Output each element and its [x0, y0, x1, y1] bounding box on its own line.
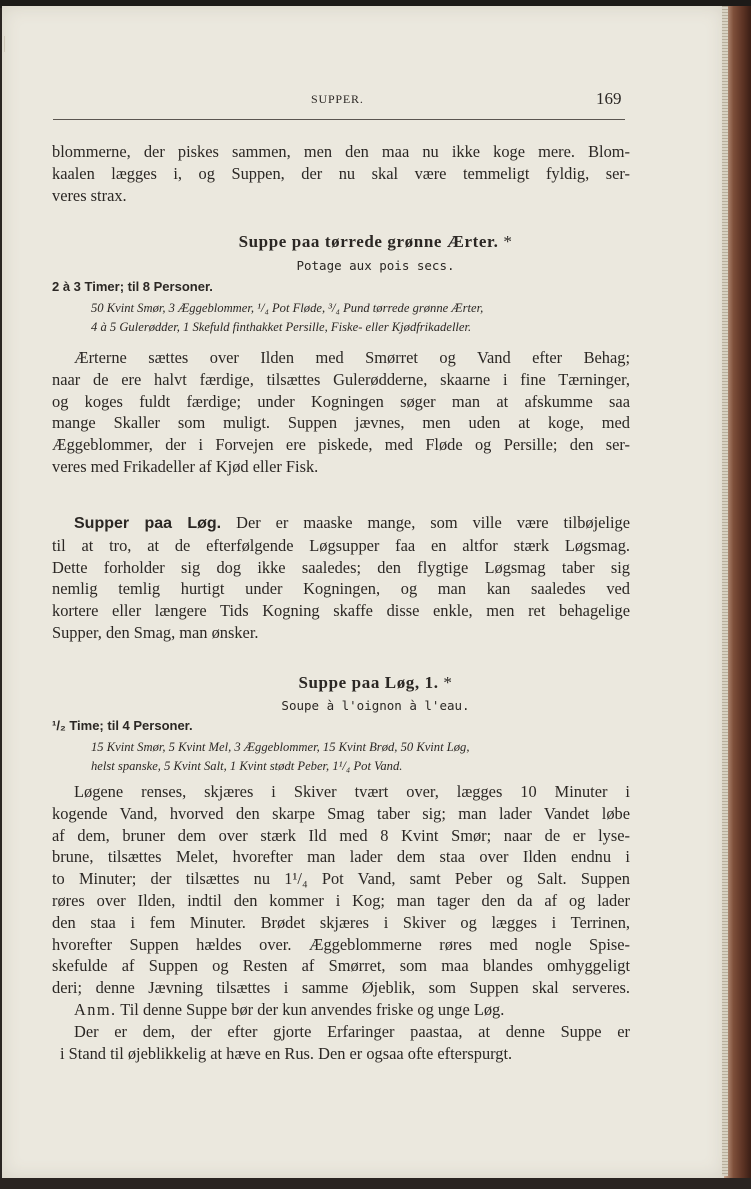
ingredient-line: 4 à 5 Gulerødder, 1 Skefuld finthakket Persille, Fiske- eller Kjødfrikadeller.	[91, 320, 472, 334]
body-line: Løgene renses, skjæres i Skiver tvært over, lægges 10 Minuter i	[74, 782, 630, 801]
body-line: røres over Ilden, indtil den kommer i Kog; man tager den da af og lader	[52, 890, 630, 910]
body-line: Ærterne sættes over Ilden med Smørret og Vand efter Behag;	[74, 348, 630, 367]
body-line: mange Skaller som muligt. Suppen jævnes, men uden at koge, med	[52, 413, 630, 433]
recipe-title-text: Suppe paa tørrede grønne Ærter.	[238, 232, 499, 251]
intro-paragraph	[52, 141, 630, 206]
body-line: naar de ere halvt færdige, tilsættes Gulerødderne, skaarne i fine Tærninger,	[52, 369, 630, 389]
body-line: den staa i fem Minuter. Brødet skjæres i Skiver og lægges i Terrinen,	[52, 912, 630, 932]
body-line: brune, tilsættes Melet, hvorefter man lader dem staa over Ilden endnu i	[52, 847, 630, 867]
page-edges	[722, 6, 728, 1176]
ingredient-list	[91, 299, 629, 337]
body-line: veres med Frikadeller af Kjød eller Fisk.	[52, 456, 319, 476]
note-line	[52, 999, 630, 1021]
section-line: kortere eller længere Tids Kogning skaffe disse enkle, men ret behagelige	[52, 601, 630, 621]
body-line: deri; denne Jævning tilsættes i samme Øjeblik, som Suppen skal serveres.	[52, 978, 630, 998]
body-line: Æggeblommer, der i Forvejen ere piskede, med Fløde og Persille; den ser-	[52, 435, 630, 455]
section-line-text: Der er maaske mange, som ville være tilbøjelige	[236, 513, 630, 532]
recipe-mark: *	[443, 673, 453, 692]
recipe-mark: *	[503, 232, 513, 251]
section-line	[52, 512, 630, 535]
body-line: af dem, bruner dem over stærk Ild med 8 Kvint Smør; naar de er lyse-	[52, 825, 630, 845]
recipe-title	[0, 232, 751, 252]
recipe-body	[52, 347, 630, 478]
book-spine	[724, 6, 751, 1189]
section-line: nemlig temlig hurtigt under Kogningen, og man kan saaledes ved	[52, 579, 630, 599]
ingredient-line: 15 Kvint Smør, 5 Kvint Mel, 3 Æggeblommer, 15 Kvint Brød, 50 Kvint Løg,	[91, 740, 470, 754]
recipe-subtitle: Soupe à l'oignon à l'eau.	[281, 698, 470, 713]
section-paragraph	[52, 512, 630, 644]
note-line: i Stand til øjeblikkelig at hæve en Rus. Den er ogsaa ofte efterspurgt.	[60, 1043, 513, 1063]
page-corner-fold	[4, 36, 17, 52]
intro-line: blommerne, der piskes sammen, men den maa nu ikke koge mere. Blom-	[52, 142, 630, 161]
section-line: Dette forholder sig dog ikke saaledes; den flygtige Løgsmag taber sig	[52, 557, 630, 577]
section-line: Supper, den Smag, man ønsker.	[52, 622, 259, 642]
ingredient-line: 50 Kvint Smør, 3 Æggeblommer, ¹/₄ Pot Fløde, ³/₄ Pund tørrede grønne Ærter,	[91, 301, 484, 315]
section-lead: Supper paa Løg.	[74, 515, 222, 532]
recipe-title	[0, 673, 751, 693]
ingredient-line: helst spanske, 5 Kvint Salt, 1 Kvint stødt Peber, 1¹/₄ Pot Vand.	[91, 759, 403, 773]
section-line: til at tro, at de efterfølgende Løgsupper faa en altfor stærk Løgsmag.	[52, 535, 630, 555]
body-line: hvorefter Suppen hældes over. Æggeblommerne røres med nogle Spise-	[52, 934, 630, 954]
recipe-subtitle: Potage aux pois secs.	[296, 258, 455, 273]
recipe-body	[52, 781, 630, 1064]
header-rule	[53, 119, 625, 120]
ingredient-list	[91, 738, 629, 776]
page-number: 169	[596, 89, 622, 108]
intro-line: kaalen lægges i, og Suppen, der nu skal være temmeligt fyldig, ser-	[52, 163, 630, 183]
intro-line: veres strax.	[52, 185, 127, 205]
note-label: Anm.	[74, 999, 117, 1019]
recipe-title-text: Suppe paa Løg, 1.	[298, 673, 439, 692]
note-line: Der er dem, der efter gjorte Erfaringer paastaa, at denne Suppe er	[74, 1021, 630, 1041]
scan-bottom-edge	[0, 1178, 751, 1189]
body-line: og koges fuldt færdige; under Kogningen søger man at afskumme saa	[52, 391, 630, 411]
recipe-timing: 2 à 3 Timer; til 8 Personer.	[52, 279, 213, 294]
body-line: to Minuter; der tilsættes nu 1¹/₄ Pot Vand, samt Peber og Salt. Suppen	[52, 869, 630, 889]
recipe-timing: ¹/₂ Time; til 4 Personer.	[52, 718, 193, 733]
running-head: SUPPER.	[311, 92, 364, 106]
body-line: skefulde af Suppen og Resten af Smørret, som maa blandes omhyggeligt	[52, 956, 630, 976]
note-text: Til denne Suppe bør der kun anvendes friske og unge Løg.	[120, 999, 505, 1019]
body-line: kogende Vand, hvorved den skarpe Smag taber sig; man lader Vandet løbe	[52, 803, 630, 823]
